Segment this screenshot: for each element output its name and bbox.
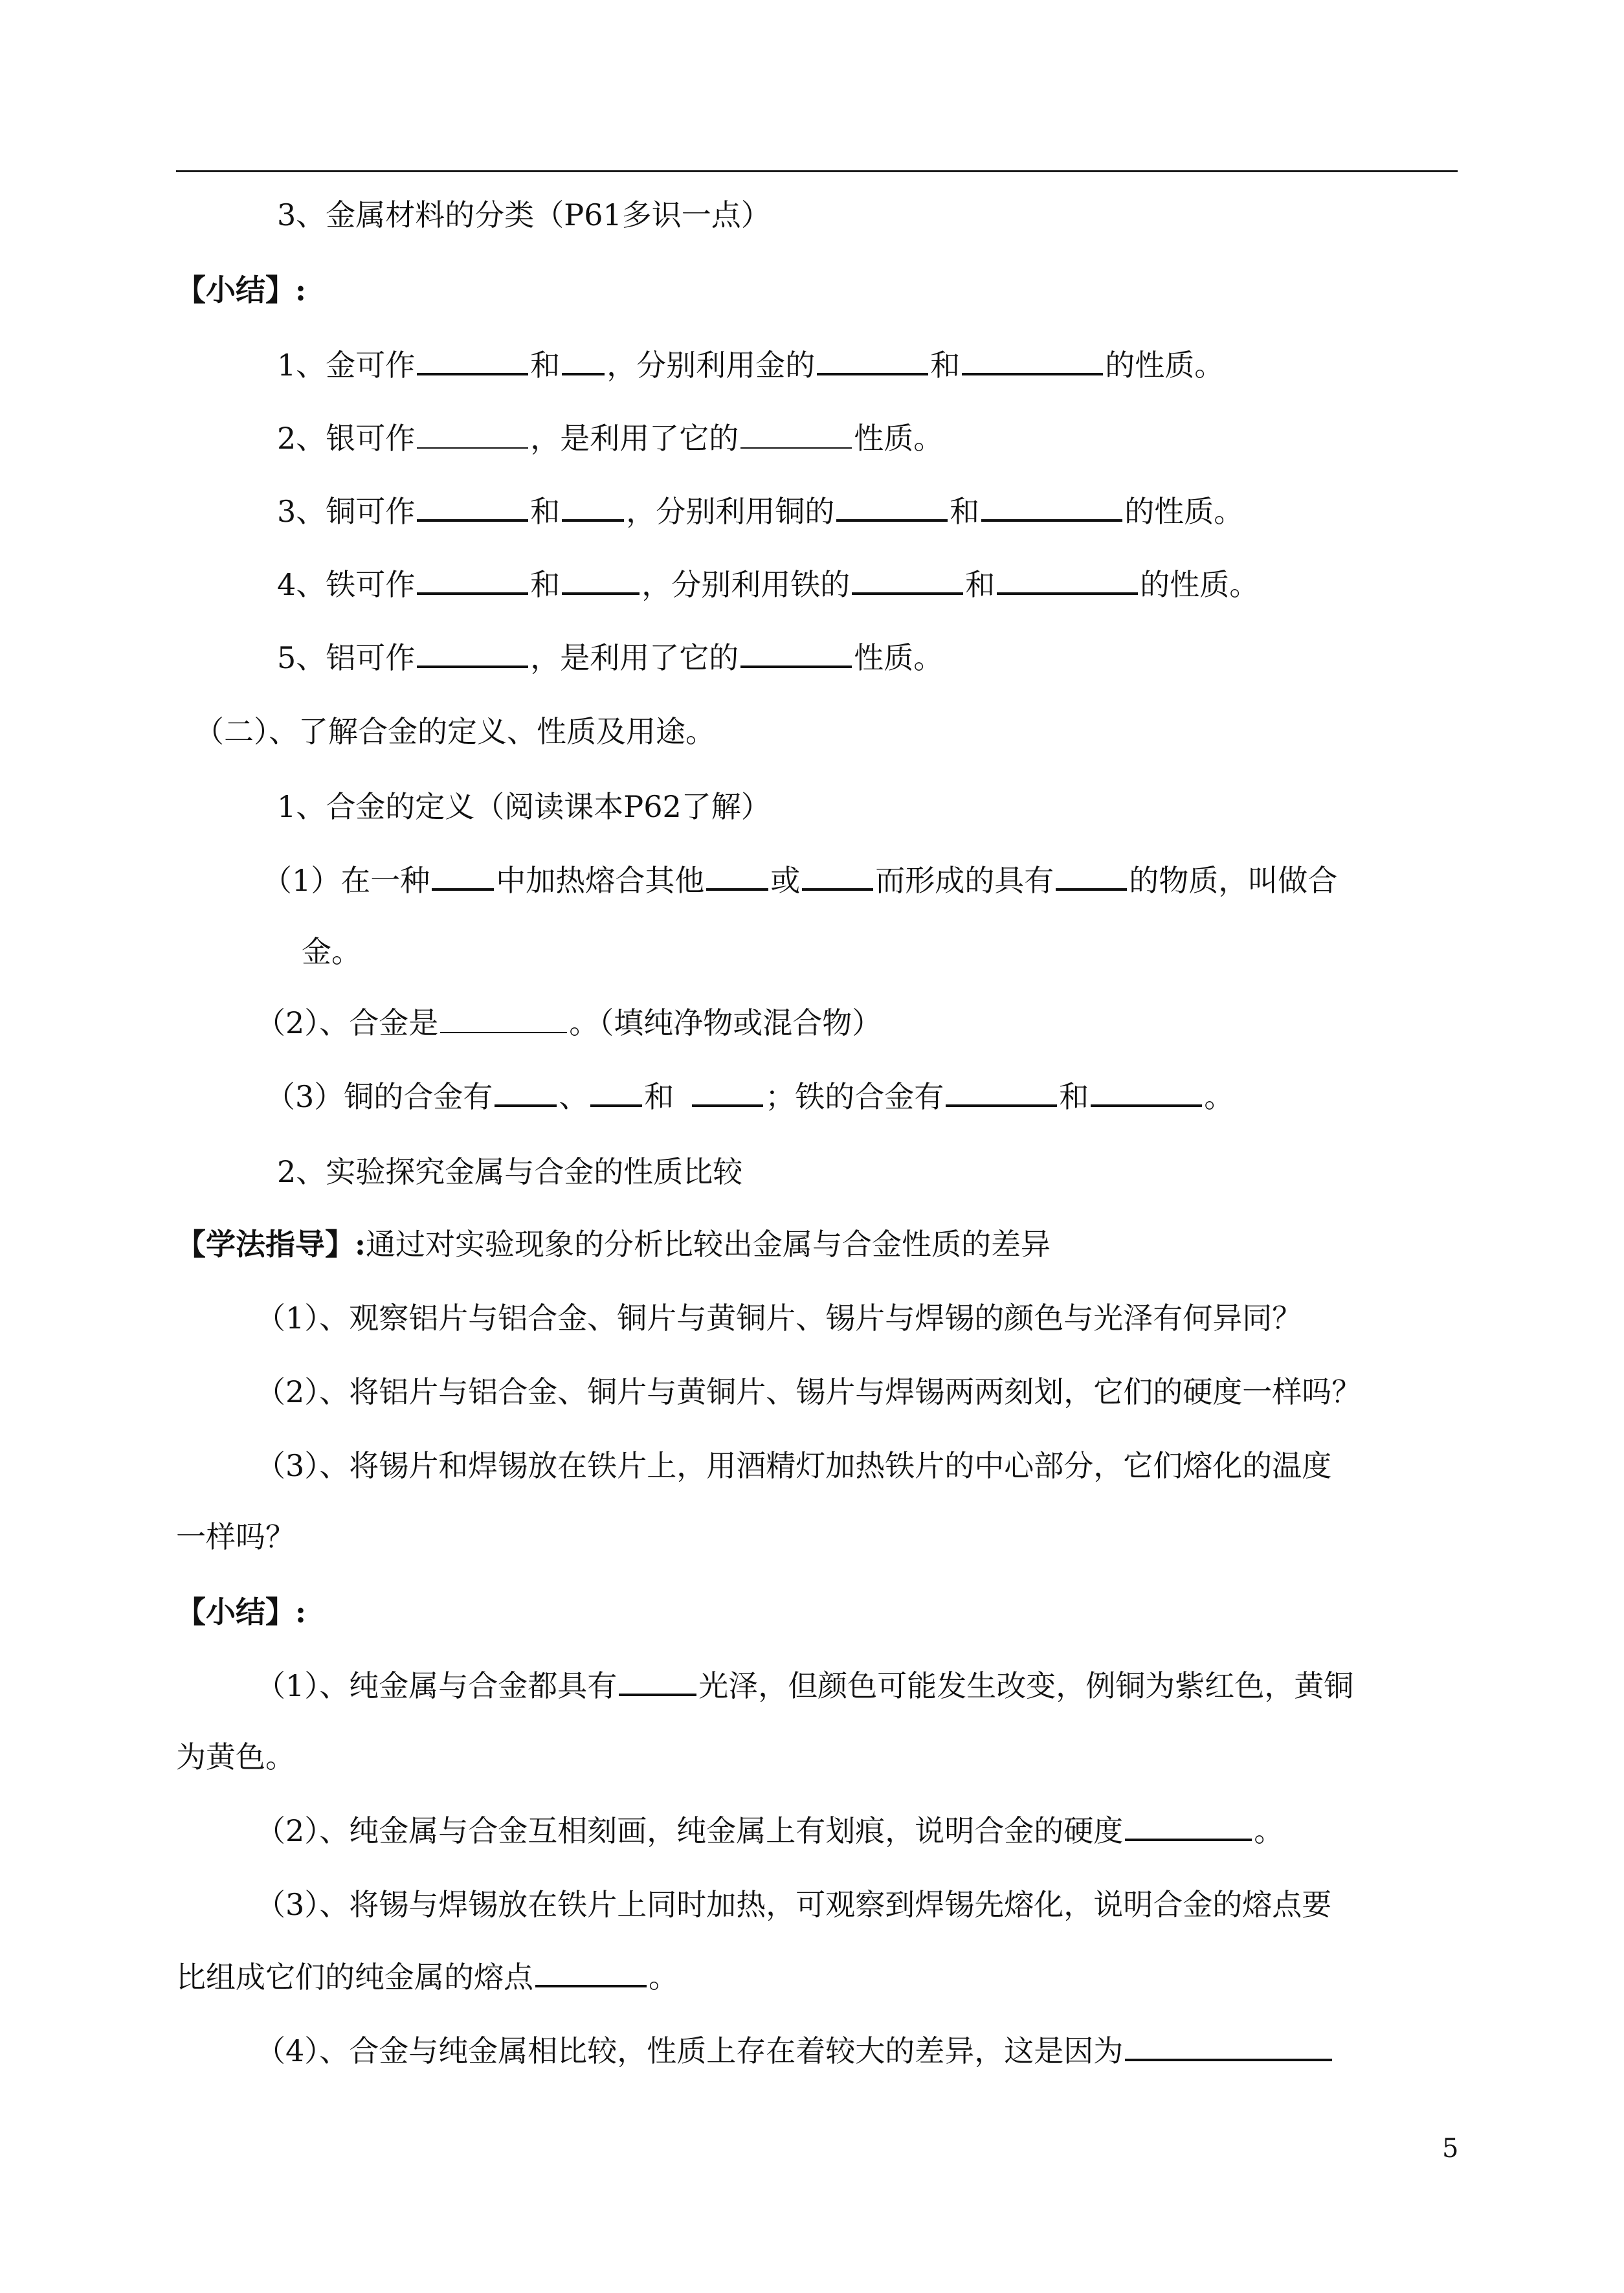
answer-blank[interactable] — [432, 861, 494, 891]
answer-blank[interactable] — [562, 492, 624, 522]
copper-question: 3、铜可作 和 ，分别利用铜的 和 的性质。 — [277, 492, 1243, 531]
answer-blank[interactable] — [706, 861, 768, 891]
answer-blank[interactable] — [590, 1077, 642, 1107]
summary-q2: （2）、纯金属与合金互相刻画，纯金属上有划痕，说明合金的硬度 。 — [256, 1811, 1284, 1850]
answer-blank[interactable] — [495, 1077, 557, 1107]
answer-blank[interactable] — [740, 638, 852, 668]
page-number: 5 — [1442, 2134, 1459, 2164]
answer-blank[interactable] — [417, 420, 528, 449]
silver-question: 2、银可作 ，是利用了它的 性质。 — [277, 421, 944, 456]
alloy-definition-q1: （1）在一种 中加热熔合其他 或 而形成的具有 的物质，叫做合 — [262, 861, 1337, 900]
summary-q3-cont: 比组成它们的纯金属的熔点 。 — [176, 1958, 678, 1997]
answer-blank[interactable] — [802, 861, 873, 891]
answer-blank[interactable] — [946, 1077, 1057, 1107]
summary-heading-2: 【小结】: — [176, 1594, 306, 1629]
part-2-title: （二）、了解合金的定义、性质及用途。 — [194, 714, 715, 749]
aluminum-question: 5、铝可作 ，是利用了它的 性质。 — [277, 638, 943, 677]
answer-blank[interactable] — [417, 492, 528, 522]
answer-blank[interactable] — [852, 565, 963, 595]
alloy-definition-q2: （2）、合金是 。（填纯净物或混合物） — [256, 1005, 882, 1040]
answer-blank[interactable] — [740, 420, 852, 449]
answer-blank[interactable] — [1056, 861, 1127, 891]
experiment-q3: （3）、将锡片和焊锡放在铁片上，用酒精灯加热铁片的中心部分，它们熔化的温度 — [256, 1448, 1332, 1483]
answer-blank[interactable] — [417, 565, 528, 595]
answer-blank[interactable] — [440, 1005, 567, 1033]
iron-question: 4、铁可作 和 ，分别利用铁的 和 的性质。 — [277, 565, 1259, 604]
answer-blank[interactable] — [1125, 2031, 1332, 2061]
section-3-title: 3、金属材料的分类（P61多识一点） — [277, 197, 771, 232]
experiment-title: 2、实验探究金属与合金的性质比较 — [277, 1154, 743, 1189]
summary-q1: （1）、纯金属与合金都具有 光泽，但颜色可能发生改变，例铜为紫红色，黄铜 — [256, 1666, 1353, 1705]
alloy-definition-title: 1、合金的定义（阅读课本P62了解） — [277, 789, 771, 824]
answer-blank[interactable] — [836, 492, 948, 522]
method-guide: 【学法指导】:通过对实验现象的分析比较出金属与合金性质的差异 — [176, 1227, 1051, 1262]
answer-blank[interactable] — [562, 346, 605, 375]
experiment-q1: （1）、观察铝片与铝合金、铜片与黄铜片、锡片与焊锡的颜色与光泽有何异同？ — [256, 1301, 1302, 1336]
answer-blank[interactable] — [417, 346, 528, 375]
answer-blank[interactable] — [562, 565, 640, 595]
answer-blank[interactable] — [981, 492, 1122, 522]
summary-q1-cont: 为黄色。 — [176, 1739, 295, 1774]
alloy-definition-q1-cont: 金。 — [302, 934, 361, 969]
answer-blank[interactable] — [535, 1958, 647, 1987]
gold-question: 1、金可作 和 ，分别利用金的 和 的性质。 — [277, 346, 1224, 385]
answer-blank[interactable] — [817, 346, 928, 375]
summary-q4: （4）、合金与纯金属相比较，性质上存在着较大的差异，这是因为 — [256, 2031, 1334, 2070]
answer-blank[interactable] — [962, 346, 1103, 375]
answer-blank[interactable] — [1125, 1811, 1252, 1841]
experiment-q3-cont: 一样吗？ — [176, 1519, 295, 1554]
summary-q3: （3）、将锡与焊锡放在铁片上同时加热，可观察到焊锡先熔化，说明合金的熔点要 — [256, 1887, 1332, 1922]
alloy-definition-q3: （3）铜的合金有 、 和 ；铁的合金有 和 。 — [265, 1077, 1234, 1116]
answer-blank[interactable] — [619, 1666, 696, 1696]
answer-blank[interactable] — [1091, 1077, 1202, 1107]
header-rule — [176, 170, 1458, 172]
summary-heading: 【小结】: — [176, 273, 306, 308]
answer-blank[interactable] — [417, 638, 528, 668]
answer-blank[interactable] — [692, 1077, 763, 1107]
answer-blank[interactable] — [997, 565, 1138, 595]
experiment-q2: （2）、将铝片与铝合金、铜片与黄铜片、锡片与焊锡两两刻划，它们的硬度一样吗？ — [256, 1374, 1362, 1409]
